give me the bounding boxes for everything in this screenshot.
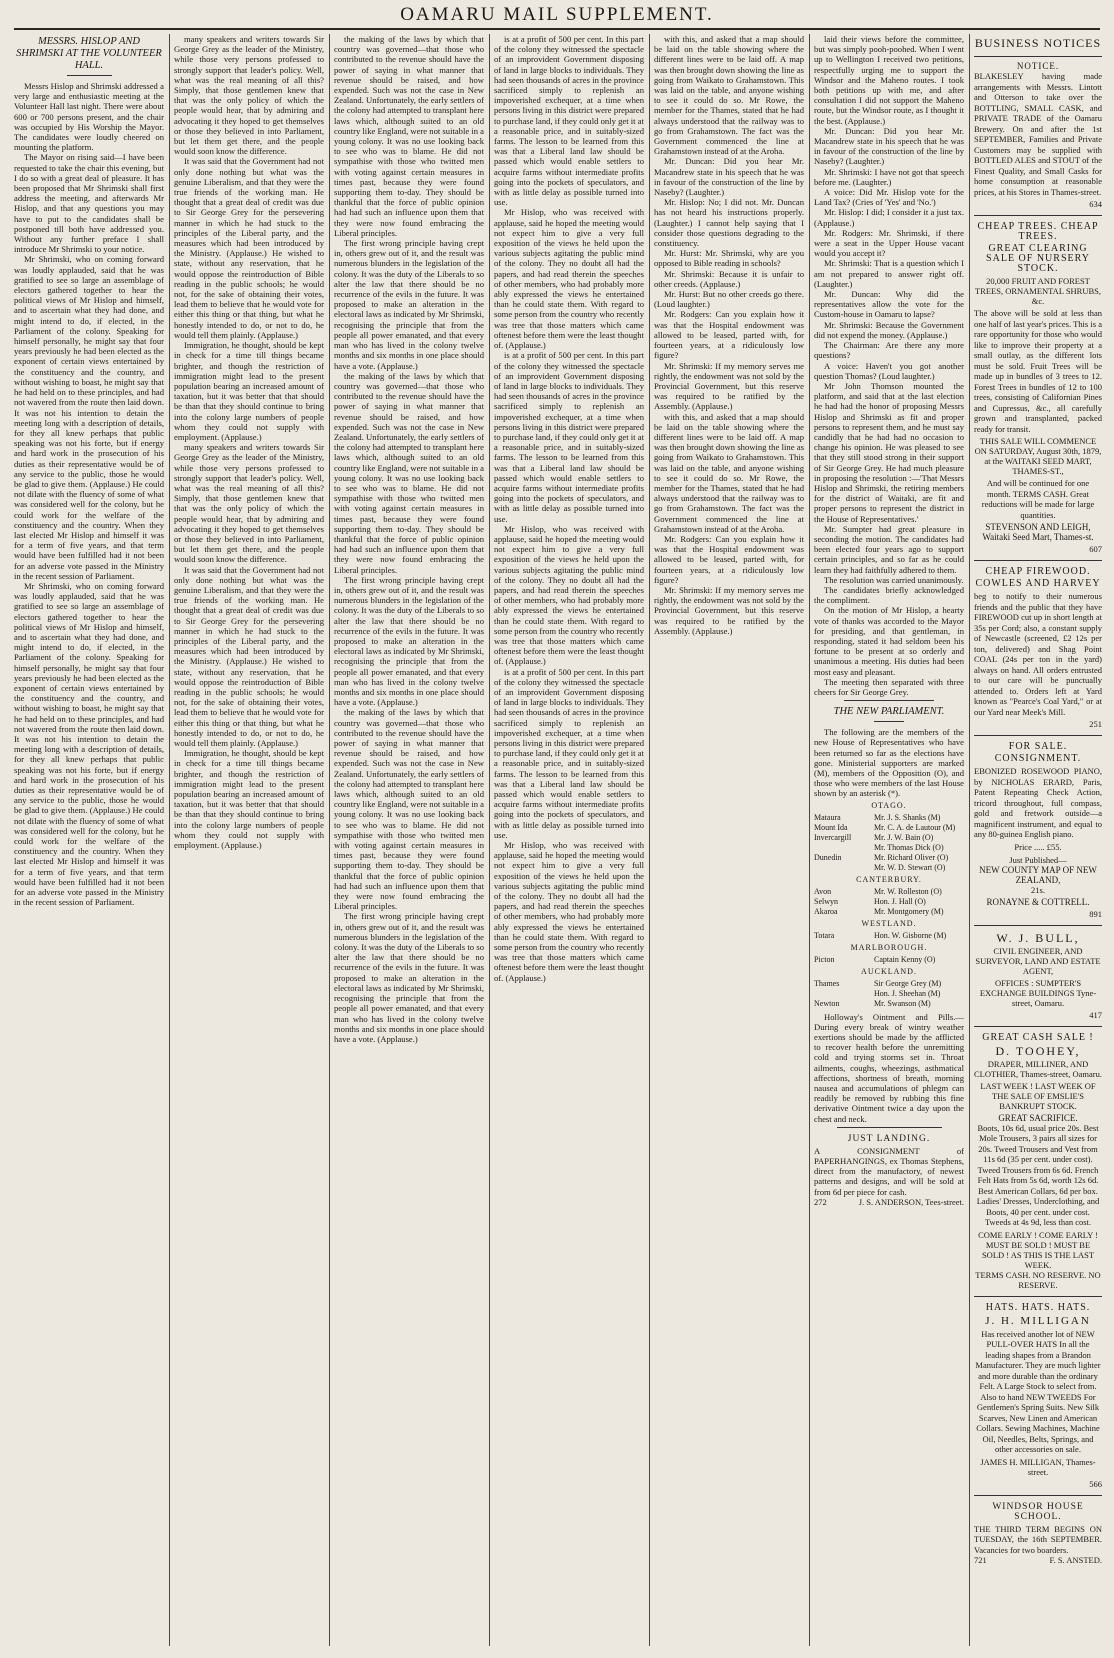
paragraph: The first wrong principle having crept in, others grew out of it, and the result was numerous blunders in the legislation of the colony. It was the duty of the Liberals to so alter the law that there should be no recurrence of the evils in the future. It was proposed to make an alteration in the electoral laws as indicated by Mr Shrimski, recognising the principle that from the people all power emanated, and that every man who has lived in the colony twelve months and six months in one place should have a vote. (Applause.) [334, 911, 484, 1044]
ad-signature: F. S. ANSTED. [1049, 1555, 1102, 1565]
paragraph: with this, and asked that a map should be laid on the table showing where the different lines were to be laid off. A map was then brought down showing the line as going from Waikato to Grahamstown. This was laid on the table, and anyone wishing to see it could do so. Mr Rowe, the member for the Thames, stated that he had always understood that the railway was to go from Grahamstown. The fact was the Government commenced the line at Grahamstown instead of at the Aroha. [654, 411, 804, 534]
member-name: Mr. Richard Oliver (O) [874, 852, 949, 862]
seat-row [814, 999, 964, 1009]
electorate-name: Totara [814, 930, 835, 940]
paragraph: Mr. Shrimski: Because it is unfair to other creeds. (Applause.) [654, 268, 804, 289]
column-rule [969, 34, 970, 1646]
region-heading: MARLBOROUGH. [850, 942, 928, 952]
paragraph: Mr John Thomson mounted the platform, and said that at the last election he had had the honor of proposing Messrs Hislop and Shrimski as fit and proper persons to represent them, and he must say candidly that he had had no occasion to change his opinion. He was pleased to see that they still stood strong in their support of Sir George Grey. He had much pleasure in proposing the resolution :—'That Messrs Hislop and Shrimski, the retiring members for the district of Waitaki, are fit and proper persons to represent the district in the House of Representatives.' [814, 380, 964, 524]
paragraph: The meeting then separated with three cheers for Sir George Grey. [814, 676, 964, 697]
ad-map-title: NEW COUNTY MAP OF NEW ZEALAND, [979, 864, 1097, 885]
paragraph: Mr. Hurst: Mr. Shrimski, why are you opposed to Bible reading in schools? [654, 248, 804, 269]
paragraph: is at a profit of 500 per cent. In this part of the colony they witnessed the spectacle of an improvident Government disposing of land in large blocks to individuals. They had seen thousands of acres in the province sacrificed simply to replenish an impoverished exchequer, at a time when persons living in this district were prepared to purchase land, if they could only get it at a reasonable price, and in suitably-sized farms. The lesson to be learned from this was that a Liberal land law should be passed which would enable settlers to acquire farms without intermediate profits going into the pockets of speculators, and with as little delay as possible turned into use. [494, 350, 644, 524]
ad-number: 272 [814, 1196, 827, 1207]
paragraph: the making of the laws by which that country was governed—that those who contributed to the revenue should have the power of saying in what manner that revenue should be raised, and how expended. Such was not the case in New Zealand. Unfortunately, the early settlers of the colony had attempted to transplant here laws which, although suited to an old country like England, were not suitable in a young colony. It was no use looking back to see who was to blame. He did not sympathise with those who twitted men with voting against certain measures in times past, because they were found supporting them to-day. They should be thankful that the force of public opinion had had such an influence upon them that they were now found embracing the Liberal principles. [334, 34, 484, 238]
electorate-name: Selwyn [814, 896, 838, 906]
paragraph: Mr Hislop, who was received with applause, said he hoped the meeting would not expect him to give a very full exposition of the views he held upon the various subjects agitating the public mind of the colony. They no doubt all had the papers, and had read therein the speeches of other members, who had probably more ably expressed the views he entertained than he could state them. With regard to some person from the country who recently was tree that those matters which came oftenest before them were the least thought of. (Applause.) [494, 840, 644, 983]
ad-role: DRAPER, MILLINER, AND CLOTHIER, Thames-street, Oamaru. [974, 1058, 1102, 1079]
ad-price: Price ..... £55. [1014, 841, 1062, 852]
paragraph: Mr. Shrimski: Because the Government did not expend the money. (Applause.) [814, 319, 964, 340]
paragraph: Immigration, he thought, should be kept in check for a time till things became brighter, and though the restriction of immigration might lead to the present population bearing an increased amount of taxation, but it was better that that should be than that they should continue to bring into the colony large numbers of people whom they could not supply with employment. (Applause.) [174, 748, 324, 851]
electorate-name: Mataura [814, 812, 841, 822]
seat-row [814, 833, 964, 843]
electorate-name: Picton [814, 954, 835, 964]
section-title: BUSINESS NOTICES [974, 36, 1102, 50]
seat-row [814, 813, 964, 823]
member-name: Hon. J. Sheehan (M) [874, 988, 941, 998]
column-rule [329, 34, 330, 1646]
member-name: Mr. Swanson (M) [874, 998, 931, 1008]
electorate-name [814, 989, 874, 999]
paragraph: Mr. Shrimski: If my memory serves me rightly, the endowment was not sold by the Provincial Government, but this reserve was required to be ratified by the Assembly. (Applause.) [654, 360, 804, 412]
paragraph: Mr. Sumpter had great pleasure in seconding the motion. The candidates had been elected four years ago to support certain principles, and so far as he could learn they had faithfully adhered to them. [814, 523, 964, 575]
ad-offices: OFFICES : SUMPTER'S EXCHANGE BUILDINGS Tyne-street, Oamaru. [979, 977, 1097, 1008]
ad-title: NOTICE. [1016, 61, 1060, 71]
ad-number: 891 [1089, 908, 1102, 919]
ad-signature: RONAYNE & COTTRELL. [986, 896, 1090, 907]
ad-headline: COWLES AND HARVEY [975, 578, 1101, 589]
column-rule [649, 34, 650, 1646]
paragraph: many speakers and writers towards Sir George Grey as the leader of the Ministry, while those very persons professed to strongly support that leader's policy. Well, what was the real meaning of all this? Simply, that those gentlemen knew that that was the only policy of which the people would hear, that by admiring and advocating it they hoped to get themselves or those they believed in into Parliament, but let them get there, and the people would soon know the difference. [174, 34, 324, 157]
seat-row [814, 823, 964, 833]
ad-bull [974, 926, 1102, 1027]
ad-number: 721 [974, 1555, 987, 1565]
ad-text: EBONIZED ROSEWOOD PIANO, by NICHOLAS ERARD, Paris, Patent Repeating Check Action, tricord throughout, full compass, gold and fretwork outside—a magnificent instrument, and equal to any 80-guinea English piano. [974, 766, 1102, 839]
column-4 [494, 34, 644, 1644]
ad-number: 607 [1089, 544, 1102, 554]
member-name: Sir George Grey (M) [874, 978, 942, 988]
region-heading: OTAGO. [871, 800, 907, 810]
column-6 [814, 34, 964, 1644]
member-name: Mr. J. W. Bain (O) [874, 832, 934, 842]
seat-row [814, 907, 964, 917]
paragraph: Messrs Hislop and Shrimski addressed a very large and enthusiastic meeting at the Volunteer Hall last night. There were about 600 or 700 persons present, and the chair was occupied by His Worship the Mayor. The candidates were loudly cheered on mounting the platform. [14, 81, 164, 153]
paragraph: Mr Hislop, who was received with applause, said he hoped the meeting would not expect him to give a very full exposition of the views he held upon the various subjects agitating the public mind of the colony. They no doubt all had the papers, and had read therein the speeches of other members, who had probably more ably expressed the views he entertained than he could state them. With regard to some person from the country who recently was tree that those matters which came oftenest before them were the least thought of. (Applause.) [494, 207, 644, 351]
seat-row [814, 979, 964, 989]
ad-title: FOR SALE. [1008, 741, 1068, 752]
ad-last-week: LAST WEEK ! LAST WEEK OF THE SALE OF EMSLIE'S BANKRUPT STOCK. [980, 1080, 1096, 1111]
paragraph: Mr. Rodgers: Can you explain how it was that the Hospital endowment was allowed to be leased, parted with, for fourteen years, at a ridiculously low figure? [654, 533, 804, 585]
business-notices-header [974, 34, 1102, 57]
top-rule [14, 28, 1100, 30]
ad-come-early: COME EARLY ! COME EARLY ! MUST BE SOLD ! MUST BE SOLD ! AS THIS IS THE LAST WEEK. [978, 1229, 1098, 1270]
masthead: OAMARU MAIL SUPPLEMENT. [400, 4, 714, 25]
region-heading: CANTERBURY. [856, 874, 922, 884]
paragraph: The candidates briefly acknowledged the compliment. [814, 584, 964, 606]
article-title: MESSRS. HISLOP AND SHRIMSKI AT THE VOLUNTEER HALL. [16, 36, 162, 71]
ad-notice [974, 57, 1102, 216]
paragraph: Mr. Hislop: No; I did not. Mr. Duncan has not heard his instructions properly. (Laughter.) I cannot help saying that I consider those questions degrading to the constituency. [654, 197, 804, 249]
ad-headline: D. TOOHEY, [995, 1043, 1081, 1058]
ad-headline: GREAT CLEARING SALE OF NURSERY STOCK. [986, 243, 1090, 274]
ad-trees [974, 216, 1102, 561]
paragraph: Mr. Duncan: Did you hear Mr. Macandrew state in his speech that he was in favour of the construction of the line by Naseby? (Laughter.) [654, 156, 804, 198]
ad-items: Boots, 10s 6d, usual price 20s. Best Mole Trousers, 3 pairs all sizes for 20s. Tweed Trousers and Vest from 11s 6d (35 per cent. under cost). Tweed Trousers from 6s 6d. French Felt Hats from 5s 6d, worth 12s 6d. Best American Collars, 6d per box. Ladies' Dresses, Underclothing, and Boots, 40 per cent. under cost. Tweeds at 4s 9d, less than cost. [976, 1122, 1100, 1227]
ad-role: CIVIL ENGINEER, AND SURVEYOR, LAND AND ESTATE AGENT, [975, 945, 1101, 976]
paragraph: Mr. Duncan: Why did the representatives allow the vote for the Custom-house in Oamaru to lapse? [814, 289, 964, 320]
electorate-name: Mount Ida [814, 822, 848, 832]
member-name: Mr. Montgomery (M) [874, 906, 944, 916]
column-ads [974, 34, 1102, 1644]
ad-text: The above will be sold at less than one half of last year's prices. This is a rare opportunity for those who would like to improve their property at a small outlay, as the different lots must be sold. Fruit Trees will be made up in bundles of 3 trees to 12. Forest Trees in bundles of 12 to 100 trees, consisting of Californian Pines and Cupressus, &c., all carefully grown and transplanted, packed ready for transit. [974, 308, 1102, 434]
paragraph: is at a profit of 500 per cent. In this part of the colony they witnessed the spectacle of an improvident Government disposing of land in large blocks to individuals. They had seen thousands of acres in the province sacrificed simply to replenish an impoverished exchequer, at a time when persons living in this district were prepared to purchase land, if they could only get it at a reasonable price, and in suitably-sized farms. The lesson to be learned from this was that a Liberal land law should be passed which would enable settlers to acquire farms without intermediate profits going into the pockets of speculators, and with as little delay as possible turned into use. [494, 34, 644, 208]
member-name: Mr. C. A. de Lautour (M) [874, 822, 956, 832]
ad-sale-line: THIS SALE WILL COMMENCE ON SATURDAY, August 30th, 1879, at the WAITAKI SEED MART, THAMES-ST., [974, 436, 1102, 476]
ad-signature: JAMES H. MILLIGAN, Thames-street. [980, 1456, 1096, 1477]
paragraph: Mr Shrimski, who on coming forward was loudly applauded, said that he was gratified to see so large an assemblage of electors gathered together to hear the political views of Mr Hislop and himself, and to ascertain what they had done, and might intend to do, if elected, in the Parliament of the colony. Speaking for himself personally, he might say that four years previously he had been elected as the exponent of certain views entertained by the constituency and the country, and without wishing to boast, he might say that he had held on to these principles, and had not wavered from the route then laid down. It was not his intention to detain the meeting long with a description of details, for they all knew perhaps that public speaking was not his forte, but if energy and hard work in the prosecution of his duties as their representative would be of any service to the public, those he would be glad to give them. (Applause.) He could not dilate with the fluency of some of what was considered well for the colony, but he could work for the welfare of the constituency and the country. When they last elected Mr Hislop and himself it was for a term of five years, and that term would have been fulfilled had it not been for an adverse vote passed in the Ministry in the recent session of Parliament. [14, 580, 164, 908]
ad-toohey [974, 1027, 1102, 1297]
paragraph: Mr. Shrimski: That is a question which I am not prepared to answer right off. (Laughter.) [814, 258, 964, 289]
electorate-name: Avon [814, 886, 832, 896]
divider [844, 700, 934, 701]
electorate-name: Newton [814, 998, 840, 1008]
ad-sale-detail: And will be continued for one month. TERMS CASH. Great reductions will be made for large quantities. [981, 478, 1095, 520]
ad-text: beg to notify to their numerous friends and the public that they have FIREWOOD cut up in short length at 35s per Cord; also, a constant supply of Newcastle (screened, £2 12s per ton, delivered) and Shag Point COAL (24s per ton in the yard) always on hand. All orders entrusted to our care will be punctually attended to. Orders left at Yard known as "Pearce's Coal Yard," or at our Yard near Meek's Mill. [974, 591, 1102, 717]
paragraph: Immigration, he thought, should be kept in check for a time till things became brighter, and though the restriction of immigration might lead to the present population bearing an increased amount of taxation, but it was better that that should be than that they should continue to bring into the colony large numbers of people whom they could not supply with employment. (Applause.) [174, 340, 324, 442]
paragraph: Mr. Hurst: But no other creeds go there. (Loud laughter.) [654, 289, 804, 310]
divider [837, 1127, 942, 1128]
ad-text: Has received another lot of NEW PULL-OVER HATS In all the leading shapes from a Brandon Manufacturer. They are much lighter and more durable than the ordinary Felt. A Large Stock to select from. Also to hand NEW TWEEDS For Gentlemen's Spring Suits. New Silk Scarves, New Linen and American Collars. Sewing Machines, Machine Oil, Needles, Belts, Springs, and other accessories on sale. [975, 1328, 1101, 1454]
seat-row [814, 863, 964, 873]
ad-title: HATS. HATS. HATS. [985, 1301, 1091, 1313]
ad-headline: W. J. BULL, [996, 930, 1080, 945]
paragraph: The resolution was carried unanimously. [824, 574, 964, 585]
paragraph: It was said that the Government had not only done nothing but what was the genuine Liberalism, and that they were the true friends of the working man. He thought that a great deal of credit was due to Sir George Grey for the persevering manner in which he had stuck to the principles of the Liberal party, and the measures which had been introduced by the Ministry. (Applause.) He wished to state, without any reservation, that he would oppose the reintroduction of Bible reading in the public schools; he would not, for the sake of obtaining their votes, lead them to believe that he would vote for either this thing or that thing, but what he honestly intended to do, or not to do, he would tell them plainly. (Applause.) [174, 156, 324, 340]
paragraph: the making of the laws by which that country was governed—that those who contributed to the revenue should have the power of saying in what manner that revenue should be raised, and how expended. Such was not the case in New Zealand. Unfortunately, the early settlers of the colony had attempted to transplant here laws which, although suited to an old country like England, were not suitable in a young colony. It was no use looking back to see who was to blame. He did not sympathise with those who twitted men with voting against certain measures in times past, because they were found supporting them to-day. They should be thankful that the force of public opinion had had such an influence upon them that they were now found embracing the Liberal principles. [334, 370, 484, 575]
column-1 [14, 34, 164, 1644]
paragraph: A voice: Did Mr. Hislop vote for the Land Tax? (Cries of 'Yes' and 'No.') [814, 187, 964, 208]
column-3 [334, 34, 484, 1644]
electorate-name: Dunedin [814, 852, 842, 862]
paragraph: many speakers and writers towards Sir George Grey as the leader of the Ministry, while those very persons professed to strongly support that leader's policy. Well, what was the real meaning of all this? Simply, that those gentlemen knew that that was the only policy of which the people would hear, that by admiring and advocating it they hoped to get themselves or those they believed in into Parliament, but let them get there, and the people would soon know the difference. [174, 442, 324, 565]
column-rule [809, 34, 810, 1646]
member-name: Captain Kenny (O) [874, 954, 936, 964]
paragraph: Mr Shrimski, who on coming forward was loudly applauded, said that he was gratified to see so large an assemblage of electors gathered together to hear the political views of Mr Hislop and himself, and to ascertain what they had done, and might intend to do, if elected, in the Parliament of the colony. Speaking for himself personally, he might say that four years previously he had been elected as the exponent of certain views entertained by the constituency and the country, and without wishing to boast, he might say that he had held on to these principles, and had not wavered from the route then laid down. It was not his intention to detain the meeting long with a description of details, for they all knew perhaps that public speaking was not his forte, but if energy and hard work in the prosecution of his duties as their representative would be of any service to the public, those he would be glad to give them. (Applause.) He could not dilate with the fluency of some of what was considered well for the colony, but he could work for the welfare of the constituency and the country. When they last elected Mr Hislop and himself it was for a term of five years, and that term would have been fulfilled had it not been for an adverse vote passed in the Ministry in the recent session of Parliament. [14, 254, 164, 581]
ad-signature: J. S. ANDERSON, Tees-street. [858, 1196, 964, 1207]
ad-sacrifice: GREAT SACRIFICE. [998, 1112, 1078, 1123]
just-landing-text: A CONSIGNMENT of PAPERHANGINGS, ex Thomas Stephens, direct from the manufactory, of newest patterns and designs, and will be sold at from 6d per piece for cash. [814, 1145, 964, 1197]
seat-row [814, 887, 964, 897]
paragraph: The first wrong principle having crept in, others grew out of it, and the result was numerous blunders in the legislation of the colony. It was the duty of the Liberals to so alter the law that there should be no recurrence of the evils in the future. It was proposed to make an alteration in the electoral laws as indicated by Mr Shrimski, recognising the principle that from the people all power emanated, and that every man who has lived in the colony twelve months and six months in one place should have a vote. (Applause.) [334, 574, 484, 708]
paragraph: A voice: Haven't you got another question Thomas? (Loud laughter.) [814, 360, 964, 381]
divider [874, 721, 904, 722]
paragraph: The Chairman: Are there any more questions? [814, 340, 964, 361]
ad-title: WINDSOR HOUSE SCHOOL. [992, 1501, 1084, 1522]
ad-firewood [974, 561, 1102, 736]
ad-title: CHEAP TREES. CHEAP TREES. [977, 221, 1099, 242]
ad-footer [974, 1555, 1102, 1565]
paragraph: the making of the laws by which that country was governed—that those who contributed to the revenue should have the power of saying in what manner that revenue should be raised, and how expended. Such was not the case in New Zealand. Unfortunately, the early settlers of the colony had attempted to transplant here laws which, although suited to an old country like England, were not suitable in a young colony. It was no use looking back to see who was to blame. He did not sympathise with those who twitted men with voting against certain measures in times past, because they were found supporting them to-day. They should be thankful that the force of public opinion had had such an influence upon them that they were now found embracing the Liberal principles. [334, 707, 484, 912]
seat-row [814, 955, 964, 965]
ad-number: 566 [1089, 1478, 1102, 1489]
seat-row [814, 931, 964, 941]
member-name: Mr. W. Rolleston (O) [874, 886, 942, 896]
ad-title: GREAT CASH SALE ! [982, 1031, 1094, 1043]
paragraph: Mr. Hislop: I did; I consider it a just tax. (Applause.) [814, 207, 964, 228]
paragraph: The Mayor on rising said—I have been requested to take the chair this evening, but I do so with a great deal of pleasure. It has been proposed that Mr Shrimski shall first address the meeting, and afterwards Mr Hislop, and that any questions you may have to put to the candidates shall be postponed till both have addressed you. Without any further preface I shall introduce Mr Shrimski to your notice. [14, 152, 164, 255]
ad-text: BLAKESLEY having made arrangements with Messrs. Lintott and Otterson to take over the BOTTLING, SMALL CASK, and PRIVATE TRADE of the Oamaru Brewery. On and after the 1st SEPTEMBER, Families and Private Customers may be supplied with BOTTLED ALES and STOUT of the Finest Quality, and Small Casks for home consumption at reasonable prices, at his Stores in Thames-street. [974, 71, 1102, 197]
member-name: Hon. J. Hall (O) [874, 896, 926, 906]
column-rule [169, 34, 170, 1646]
ad-text: THE THIRD TERM BEGINS ON TUESDAY, the 16th SEPTEMBER. Vacancies for two boarders. [974, 1523, 1102, 1555]
seat-row [814, 989, 964, 999]
seats-list [814, 801, 964, 1009]
new-parliament-intro: The following are the members of the new House of Representatives who have been returned so far as the elections have gone. Ministerial supporters are marked (M), members of the Opposition (O), and those who were members of the last House shown by an asterisk (*). [814, 727, 964, 799]
ad-title: CHEAP FIREWOOD. [985, 566, 1091, 577]
holloway-notice: Holloway's Ointment and Pills.—During every break of wintry weather exertions should be made by the afflicted to recover health before the unremitting cold and trying storms set in. Throat ailments, coughs, wheezings, asthmatical affections, shortness of breath, morning nausea and accumulations of phlegm can readily be removed by rubbing this fine derivative Ointment twice a day upon the chest and neck. [814, 1011, 964, 1124]
region-heading: WESTLAND. [861, 918, 917, 928]
paragraph: The first wrong principle having crept in, others grew out of it, and the result was numerous blunders in the legislation of the colony. It was the duty of the Liberals to so alter the law that there should be no recurrence of the evils in the future. It was proposed to make an alteration in the electoral laws as indicated by Mr Shrimski, recognising the principle that from the people all power emanated, and that every man who has lived in the colony twelve months and six months in one place should have a vote. (Applause.) [334, 238, 484, 371]
paragraph: Mr. Rodgers: Can you explain how it was that the Hospital endowment was allowed to be leased, parted with, for fourteen years, at a ridiculously low figure? [654, 309, 804, 361]
new-parliament-title: THE NEW PARLIAMENT. [833, 706, 945, 718]
paragraph: It was said that the Government had not only done nothing but what was the genuine Liberalism, and that they were the true friends of the working man. He thought that a great deal of credit was due to Sir George Grey for the persevering manner in which he had stuck to the principles of the Liberal party, and the measures which had been introduced by the Ministry. (Applause.) He wished to state, without any reservation, that he would oppose the reintroduction of Bible reading in the public schools; he would not, for the sake of obtaining their votes, lead them to believe that he would vote for either this thing or that thing, but what he honestly intended to do, or not to do, he would tell them plainly. (Applause.) [174, 564, 324, 749]
ad-map-price: 21s. [1031, 884, 1045, 895]
column-rule [489, 34, 490, 1646]
electorate-name: Akaroa [814, 906, 838, 916]
region-heading: AUCKLAND. [861, 966, 917, 976]
ad-number: 634 [1089, 199, 1102, 209]
paragraph: laid their views before the committee, but was simply pooh-poohed. When I went up to Wellington I received two petitions, respectfully urging me to support the Windsor and the Maheno routes. I took both petitions up with me, and after consultation I did not support the Maheno route, but the Windsor route, as I thought it the best. (Applause.) [814, 34, 964, 126]
just-landing-title: JUST LANDING. [847, 1133, 931, 1144]
ad-signature: STEVENSON AND LEIGH, Waitaki Seed Mart, Thames-st. [982, 522, 1094, 542]
electorate-name: Thames [814, 978, 840, 988]
electorate-name [814, 863, 874, 873]
paragraph: Mr. Shrimski: If my memory serves me rightly, the endowment was not sold by the Provincial Government, but this reserve was required to be ratified by the Assembly. (Applause.) [654, 584, 804, 636]
paragraph: Mr. Duncan: Did you hear Mr. Macandrew state in his speech that he was in favour of the construction of the line by Naseby? (Laughter.) [814, 125, 964, 167]
ad-headline: CONSIGNMENT. [994, 753, 1082, 764]
just-landing-footer [814, 1197, 964, 1207]
electorate-name: Invercargill [814, 832, 852, 842]
paragraph: is at a profit of 500 per cent. In this part of the colony they witnessed the spectacle of an improvident Government disposing of land in large blocks to individuals. They had seen thousands of acres in the province sacrificed simply to replenish an impoverished exchequer, at a time when persons living in this district were prepared to purchase land, if they could only get it at a reasonable price, and in suitably-sized farms. The lesson to be learned from this was that a Liberal land law should be passed which would enable settlers to acquire farms without intermediate profits going into the pockets of speculators, and with as little delay as possible turned into use. [494, 666, 644, 840]
ad-subheadline: 20,000 FRUIT AND FOREST TREES, ORNAMENTAL SHRUBS, &c. [974, 276, 1102, 306]
seat-row [814, 843, 964, 853]
divider [67, 75, 112, 76]
paragraph: Mr. Rodgers: Mr. Shrimski, if there were a seat in the Upper House vacant would you accept it? [814, 227, 964, 259]
ad-hats [974, 1297, 1102, 1496]
ad-school [974, 1496, 1102, 1572]
paragraph: Mr Hislop, who was received with applause, said he hoped the meeting would not expect him to give a very full exposition of the views he held upon the various subjects agitating the public mind of the colony. They no doubt all had the papers, and had read therein the speeches of other members, who had probably more ably expressed the views he entertained than he could state them. With regard to some person from the country who recently was tree that those matters which came oftenest before them were the least thought of. (Applause.) [494, 523, 644, 667]
paragraph: On the motion of Mr Hislop, a hearty vote of thanks was accorded to the Mayor for presiding, and that gentleman, in responding, stated it had seldom been his fortune to be present at so orderly and unanimous a meeting. His duties had been most easy and pleasant. [814, 605, 964, 677]
paragraph: with this, and asked that a map should be laid on the table showing where the different lines were to be laid off. A map was then brought down showing the line as going from Waikato to Grahamstown. This was laid on the table, and anyone wishing to see it could do so. Mr Rowe, the member for the Thames, stated that he had always understood that the railway was to go from Grahamstown. The fact was the Government commenced the line at Grahamstown instead of at the Aroha. [654, 34, 804, 157]
seat-row [814, 897, 964, 907]
ad-terms: TERMS CASH. NO RESERVE. NO RESERVE. [975, 1269, 1101, 1290]
paragraph: Mr. Shrimski: I have not got that speech before me. (Laughter.) [814, 166, 964, 187]
member-name: Mr. J. S. Shanks (M) [874, 812, 941, 822]
member-name: Hon. W. Gisborne (M) [874, 930, 947, 940]
column-2 [174, 34, 324, 1644]
ad-headline: J. H. MILLIGAN [985, 1314, 1091, 1327]
member-name: Mr. Thomas Dick (O) [874, 842, 944, 852]
ad-for-sale [974, 736, 1102, 926]
ad-number: 251 [1089, 719, 1102, 729]
ad-number: 417 [1089, 1009, 1102, 1020]
column-5 [654, 34, 804, 1644]
seat-row [814, 853, 964, 863]
member-name: Mr. W. D. Stewart (O) [874, 862, 946, 872]
electorate-name [814, 843, 874, 853]
ad-published: Just Published— [1009, 854, 1067, 865]
